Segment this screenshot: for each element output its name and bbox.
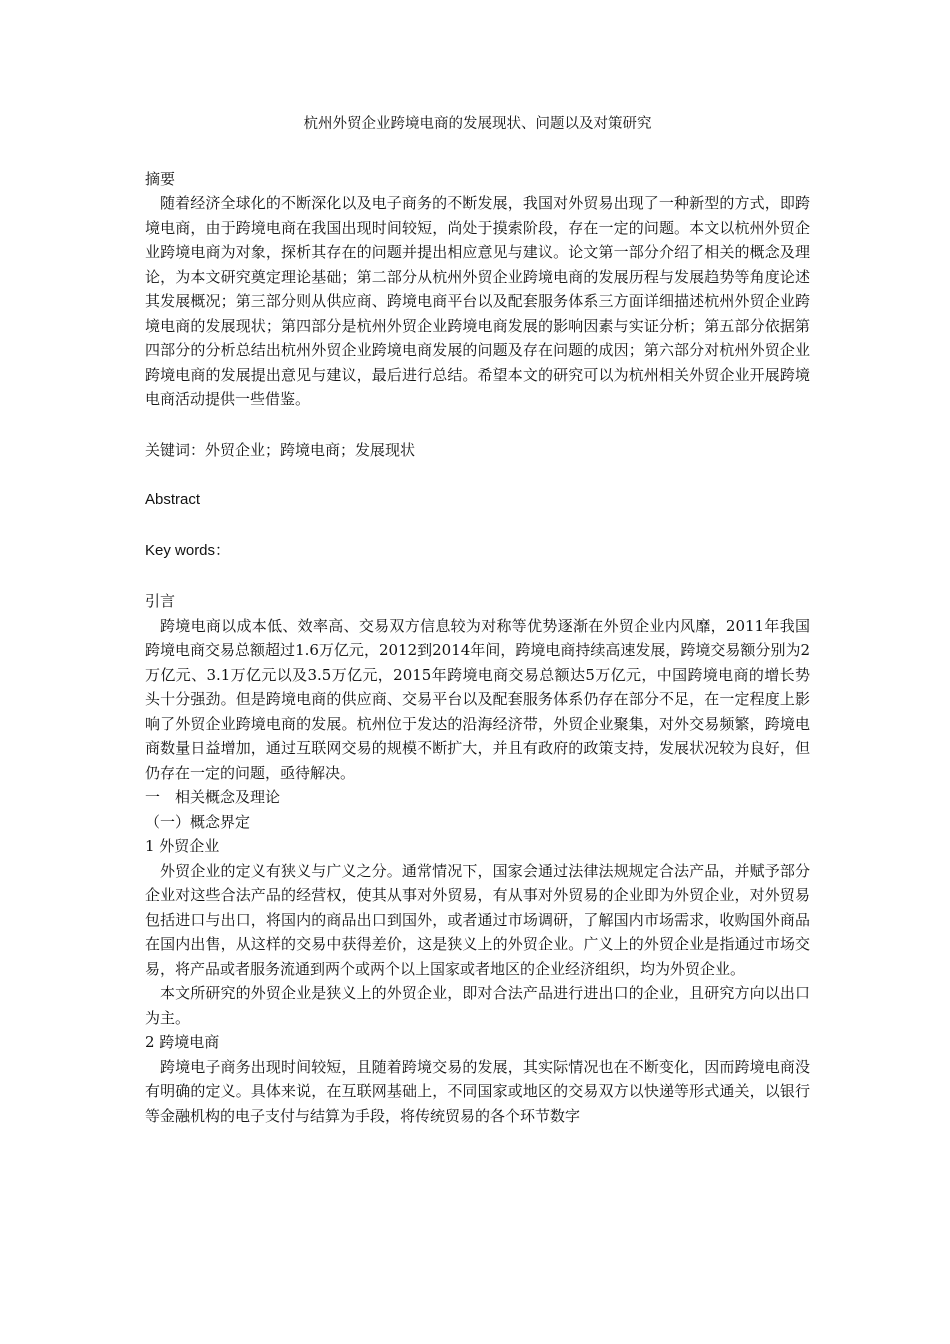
spacer [145, 412, 810, 438]
abstract-cn-body: 随着经济全球化的不断深化以及电子商务的不断发展，我国对外贸易出现了一种新型的方式，即跨境电商，由于跨境电商在我国出现时间较短，尚处于摸索阶段，存在一定的问题。本文以杭州外贸企业跨境电商为对象，探析其存在的问题并提出相应意见与建议。论文第一部分介绍了相关的概念及理论，为本文研究奠定理论基础；第二部分从杭州外贸企业跨境电商的发展历程与发展趋势等角度论述其发展概况；第三部分则从供应商、跨境电商平台以及配套服务体系三方面详细描述杭州外贸企业跨境电商的发展现状；第四部分是杭州外贸企业跨境电商发展的影响因素与实证分析；第五部分依据第四部分的分析总结出杭州外贸企业跨境电商发展的问题及存在问题的成因；第六部分对杭州外贸企业跨境电商的发展提出意见与建议，最后进行总结。希望本文的研究可以为杭州相关外贸企业开展跨境电商活动提供一些借鉴。 [145, 194, 810, 408]
abstract-cn-heading: 摘要 [145, 169, 176, 188]
document-title: 杭州外贸企业跨境电商的发展现状、问题以及对策研究 [303, 116, 652, 132]
document-page [145, 112, 810, 1128]
spacer [145, 462, 810, 488]
item2-heading: 2 跨境电商 [145, 1033, 220, 1051]
spacer [145, 563, 810, 589]
subsection1-heading: （一）概念界定 [145, 812, 251, 831]
keywords-cn: 关键词：外贸企业；跨境电商；发展现状 [145, 440, 416, 459]
item2-paragraph-1: 跨境电子商务出现时间较短，且随着跨境交易的发展，其实际情况也在不断变化，因而跨境电商没有明确的定义。具体来说，在互联网基础上，不同国家或地区的交易双方以快递等形式通关，以银行等金融机构的电子支付与结算为手段，将传统贸易的各个环节数字 [145, 1057, 810, 1125]
abstract-en-heading: Abstract [145, 491, 201, 508]
section1-heading: 一 相关概念及理论 [145, 788, 281, 806]
spacer [145, 513, 810, 539]
item1-heading: 1 外贸企业 [145, 837, 220, 855]
keywords-en: Key words： [145, 541, 231, 559]
intro-body: 跨境电商以成本低、效率高、交易双方信息较为对称等优势逐渐在外贸企业内风靡，2011年我国跨境电商交易总额超过1.6万亿元，2012到2014年间，跨境电商持续高速发展，跨境交易额分别为2万亿元、3.1万亿元以及3.5万亿元，2015年跨境电商交易总额达5万亿元，中国跨境电商的增长势头十分强劲。但是跨境电商的供应商、交易平台以及配套服务体系仍存在部分不足，在一定程度上影响了外贸企业跨境电商的发展。杭州位于发达的沿海经济带，外贸企业聚集，对外交易频繁，跨境电商数量日益增加，通过互联网交易的规模不断扩大，并且有政府的政策支持，发展状况较为良好，但仍存在一定的问题，亟待解决。 [145, 616, 810, 782]
item1-paragraph-1: 外贸企业的定义有狭义与广义之分。通常情况下，国家会通过法律法规规定合法产品，并赋予部分企业对这些合法产品的经营权，使其从事对外贸易，有从事对外贸易的企业即为外贸企业，对外贸易包括进口与出口，将国内的商品出口到国外，或者通过市场调研，了解国内市场需求，收购国外商品在国内出售，从这样的交易中获得差价，这是狭义上的外贸企业。广义上的外贸企业是指通过市场交易，将产品或者服务流通到两个或两个以上国家或者地区的企业经济组织，均为外贸企业。 [145, 861, 810, 978]
item1-paragraph-2: 本文所研究的外贸企业是狭义上的外贸企业，即对合法产品进行进出口的企业，且研究方向以出口为主。 [145, 984, 810, 1027]
intro-heading: 引言 [145, 592, 176, 610]
